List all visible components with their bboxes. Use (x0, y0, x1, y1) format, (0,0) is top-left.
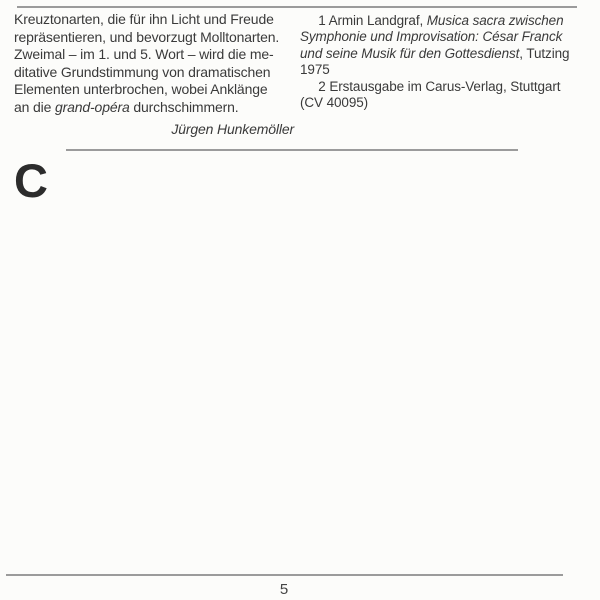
text-line: (CV 40095) (300, 95, 369, 111)
text-line: Zweimal – im 1. und 5. Wort – wird die me- (14, 46, 274, 63)
article-left-column (14, 154, 300, 207)
section-divider-rule (66, 149, 518, 151)
footnotes-block (300, 13, 586, 111)
text-line: repräsentieren, und bevorzugt Molltonarten. (14, 28, 280, 45)
text-line: 1 Armin Landgraf, Musica sacra zwischen (300, 13, 564, 28)
bottom-rule (6, 574, 563, 576)
text-line: ditative Grundstimmung von dramatischen (14, 63, 271, 80)
text-line: und seine Musik für den Gottesdienst, Tutzing (300, 45, 570, 61)
text-line: Elementen unterbrochen, wobei Anklänge (14, 81, 268, 98)
german-paragraph (14, 11, 294, 117)
text-line: 1975 (300, 62, 330, 78)
text-line: Kreuztonarten, die für ihn Licht und Freude (14, 11, 274, 27)
text-line: 2 Erstausgabe im Carus-Verlag, Stuttgart (300, 78, 561, 94)
text-line: Symphonie und Improvisation: César Franck (300, 29, 563, 45)
attribution-author: Jürgen Hunkemöller (171, 121, 294, 137)
top-rule (17, 6, 577, 8)
page-number: 5 (279, 581, 289, 598)
text-line: an die grand-opéra durchschimmern. (14, 98, 239, 115)
drop-cap-letter: C (14, 154, 48, 207)
